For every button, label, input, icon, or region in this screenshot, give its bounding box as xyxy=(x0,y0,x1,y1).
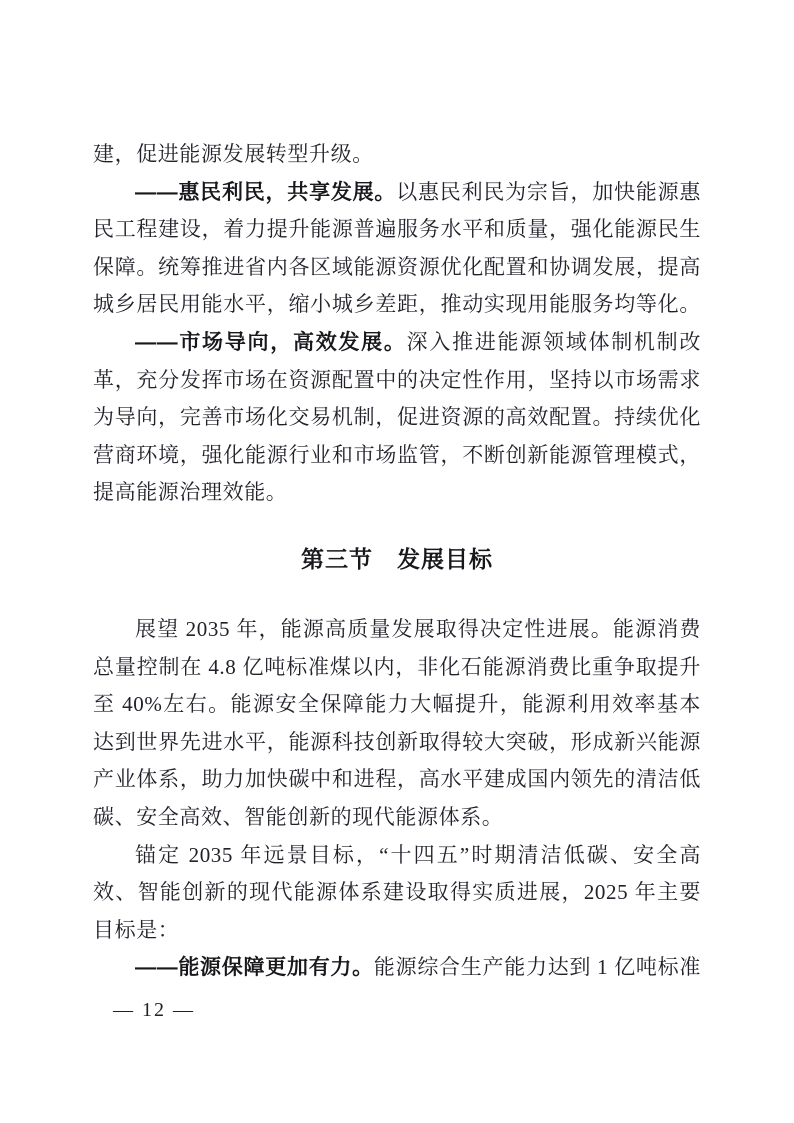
body-line xyxy=(93,249,701,287)
body-line-text: 提高能源治理效能。 xyxy=(93,480,288,505)
paragraph-block-bottom xyxy=(93,611,701,987)
body-line xyxy=(93,136,701,174)
body-line-text: 建，促进能源发展转型升级。 xyxy=(93,142,374,166)
body-line xyxy=(93,611,701,649)
body-line xyxy=(93,174,701,212)
body-line-text: 以惠民利民为宗旨，加快能源惠 xyxy=(396,179,701,204)
body-line xyxy=(93,686,701,724)
body-line xyxy=(93,761,701,799)
body-line xyxy=(93,837,701,875)
body-line-text: 至 40%左右。能源安全保障能力大幅提升，能源利用效率基本 xyxy=(93,692,701,717)
body-line-text: 城乡居民用能水平，缩小城乡差距，推动实现用能服务均等化。 xyxy=(93,292,701,317)
paragraph-lead-bold: ——能源保障更加有力。 xyxy=(135,956,374,980)
body-line xyxy=(93,437,701,475)
body-line xyxy=(93,324,701,362)
body-line xyxy=(93,799,701,837)
body-line-text: 深入推进能源领域体制机制改 xyxy=(406,329,701,354)
paragraph-lead-bold: ——市场导向，高效发展。 xyxy=(135,330,407,354)
document-body xyxy=(93,136,701,987)
body-line-text: 效、智能创新的现代能源体系建设取得实质进展，2025 年主要 xyxy=(93,880,701,905)
body-line-text: 能源综合生产能力达到 1 亿吨标准 xyxy=(373,955,701,980)
page-number: — 12 — xyxy=(113,999,195,1021)
body-line xyxy=(93,474,701,512)
body-line-text: 展望 2035 年，能源高质量发展取得决定性进展。能源消费 xyxy=(135,616,701,641)
body-line xyxy=(93,649,701,687)
body-line xyxy=(93,362,701,400)
body-line xyxy=(93,912,701,950)
body-line-text: 产业体系，助力加快碳中和进程，高水平建成国内领先的清洁低 xyxy=(93,767,701,792)
body-line xyxy=(93,874,701,912)
body-line-text: 锚定 2035 年远景目标，“十四五”时期清洁低碳、安全高 xyxy=(135,842,701,867)
body-line-text: 民工程建设，着力提升能源普遍服务水平和质量，强化能源民生 xyxy=(93,217,701,242)
body-line xyxy=(93,286,701,324)
body-line-text: 达到世界先进水平，能源科技创新取得较大突破，形成新兴能源 xyxy=(93,729,701,754)
paragraph-lead-bold: ——惠民利民，共享发展。 xyxy=(135,180,397,204)
body-line xyxy=(93,399,701,437)
body-line-text: 总量控制在 4.8 亿吨标准煤以内，非化石能源消费比重争取提升 xyxy=(93,654,701,679)
body-line-text: 为导向，完善市场化交易机制，促进资源的高效配置。持续优化 xyxy=(93,405,701,430)
section-heading: 第三节 发展目标 xyxy=(301,545,493,572)
body-line-text: 目标是： xyxy=(93,917,180,942)
paragraph-block-top xyxy=(93,136,701,512)
body-line xyxy=(93,949,701,987)
body-line-text: 营商环境，强化能源行业和市场监管，不断创新能源管理模式， xyxy=(93,442,701,467)
body-line-text: 保障。统筹推进省内各区域能源资源优化配置和协调发展，提高 xyxy=(93,254,701,279)
body-line-text: 革，充分发挥市场在资源配置中的决定性作用，坚持以市场需求 xyxy=(93,367,701,392)
body-line-text: 碳、安全高效、智能创新的现代能源体系。 xyxy=(93,804,504,829)
body-line xyxy=(93,211,701,249)
body-line xyxy=(93,724,701,762)
